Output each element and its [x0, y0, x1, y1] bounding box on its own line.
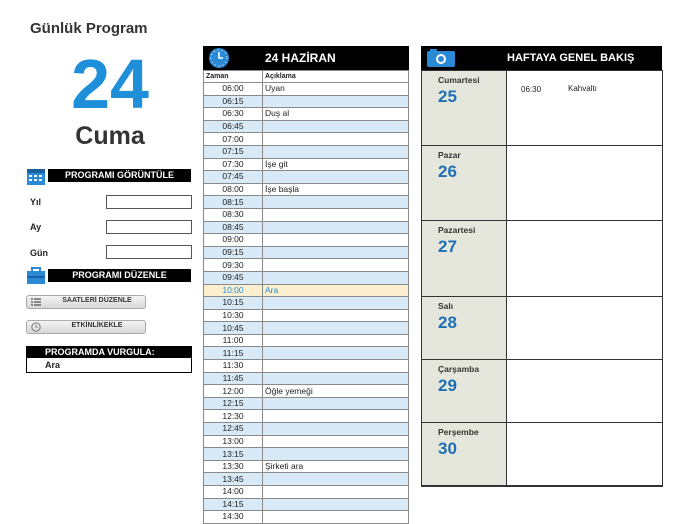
calendar-icon	[26, 166, 46, 186]
schedule-row[interactable]	[204, 372, 409, 385]
month-input[interactable]	[106, 220, 192, 234]
schedule-row[interactable]	[204, 183, 409, 196]
edit-hours-button[interactable]	[26, 295, 146, 309]
schedule-description[interactable]: Duş al	[263, 108, 409, 121]
schedule-description[interactable]	[263, 423, 409, 436]
schedule-description[interactable]	[263, 372, 409, 385]
clock-icon	[31, 322, 41, 332]
schedule-time: 09:45	[204, 271, 263, 284]
schedule-description[interactable]	[263, 234, 409, 247]
edit-schedule-title: PROGRAMI DÜZENLE	[48, 269, 191, 282]
schedule-description[interactable]	[263, 410, 409, 423]
schedule-description[interactable]	[263, 334, 409, 347]
schedule-time: 12:45	[204, 423, 263, 436]
highlight-title: PROGRAMDA VURGULA:	[27, 347, 191, 358]
week-day-label	[422, 146, 507, 220]
schedule-row[interactable]	[204, 435, 409, 448]
schedule-time: 07:45	[204, 171, 263, 184]
add-event-button[interactable]	[26, 320, 146, 334]
schedule-row[interactable]	[204, 133, 409, 146]
schedule-row[interactable]	[204, 284, 409, 297]
add-event-label: ETKİNLİKEKLE	[71, 322, 123, 329]
edit-schedule-section	[26, 266, 191, 286]
schedule-time: 07:15	[204, 145, 263, 158]
schedule-title: 24 HAZİRAN	[265, 51, 336, 65]
week-day-box[interactable]	[422, 146, 662, 221]
schedule-row[interactable]	[204, 145, 409, 158]
schedule-description[interactable]: İşe başla	[263, 183, 409, 196]
schedule-description[interactable]	[263, 297, 409, 310]
schedule-description[interactable]: Ara	[263, 284, 409, 297]
schedule-description[interactable]	[263, 171, 409, 184]
schedule-time: 08:30	[204, 208, 263, 221]
schedule-time: 08:45	[204, 221, 263, 234]
schedule-row[interactable]	[204, 322, 409, 335]
week-event-time: 06:30	[521, 85, 542, 94]
week-day-number: 29	[438, 376, 457, 395]
week-day-label	[422, 360, 507, 422]
schedule-row[interactable]	[204, 271, 409, 284]
edit-hours-label: SAATLERİ DÜZENLE	[62, 297, 132, 304]
schedule-description[interactable]	[263, 309, 409, 322]
schedule-description[interactable]: İşe git	[263, 158, 409, 171]
schedule-description[interactable]	[263, 511, 409, 524]
week-day-number: 25	[438, 87, 457, 106]
schedule-description[interactable]	[263, 133, 409, 146]
month-label: Ay	[30, 222, 42, 232]
list-icon	[31, 297, 41, 307]
view-schedule-section	[26, 166, 191, 186]
week-day-box[interactable]	[422, 221, 662, 297]
schedule-time: 09:00	[204, 234, 263, 247]
schedule-time: 11:30	[204, 360, 263, 373]
day-label: Gün	[30, 248, 48, 258]
schedule-description[interactable]	[263, 360, 409, 373]
highlight-value[interactable]: Ara	[45, 360, 61, 370]
schedule-row[interactable]	[204, 309, 409, 322]
week-day-name: Salı	[438, 301, 454, 311]
schedule-time: 13:30	[204, 460, 263, 473]
schedule-time: 06:45	[204, 120, 263, 133]
schedule-row[interactable]	[204, 498, 409, 511]
schedule-description[interactable]	[263, 486, 409, 499]
schedule-row[interactable]	[204, 410, 409, 423]
schedule-time: 13:15	[204, 448, 263, 461]
year-input[interactable]	[106, 195, 192, 209]
schedule-row[interactable]	[204, 347, 409, 360]
schedule-time: 14:30	[204, 511, 263, 524]
clock-icon	[208, 47, 230, 69]
schedule-description[interactable]	[263, 259, 409, 272]
week-day-label	[422, 71, 507, 145]
day-input[interactable]	[106, 245, 192, 259]
day-number: 24	[71, 45, 149, 123]
week-day-label	[422, 297, 507, 359]
week-day-box[interactable]	[422, 71, 662, 146]
schedule-description[interactable]	[263, 221, 409, 234]
schedule-time: 09:30	[204, 259, 263, 272]
week-day-name: Perşembe	[438, 427, 479, 437]
schedule-row[interactable]	[204, 120, 409, 133]
schedule-time: 10:15	[204, 297, 263, 310]
schedule-description[interactable]	[263, 95, 409, 108]
schedule-time: 12:30	[204, 410, 263, 423]
week-day-number: 27	[438, 237, 457, 256]
schedule-row[interactable]	[204, 423, 409, 436]
week-overview-grid	[421, 70, 663, 487]
schedule-time: 11:00	[204, 334, 263, 347]
schedule-time: 07:00	[204, 133, 263, 146]
schedule-row[interactable]	[204, 486, 409, 499]
schedule-time: 08:15	[204, 196, 263, 209]
schedule-row[interactable]	[204, 397, 409, 410]
schedule-row[interactable]	[204, 95, 409, 108]
year-label: Yıl	[30, 197, 42, 207]
schedule-row[interactable]	[204, 511, 409, 524]
schedule-description[interactable]: Şirketi ara	[263, 460, 409, 473]
week-day-box[interactable]	[422, 360, 662, 423]
schedule-time: 07:30	[204, 158, 263, 171]
schedule-description[interactable]	[263, 473, 409, 486]
week-day-box[interactable]	[422, 423, 662, 486]
highlight-box	[26, 346, 192, 373]
schedule-description[interactable]	[263, 196, 409, 209]
schedule-time: 11:15	[204, 347, 263, 360]
week-event-text: Kahvaltı	[568, 84, 597, 93]
schedule-row[interactable]	[204, 385, 409, 398]
week-day-number: 28	[438, 313, 457, 332]
week-day-number: 26	[438, 162, 457, 181]
schedule-time: 10:00	[204, 284, 263, 297]
week-overview-header	[421, 46, 662, 70]
schedule-description[interactable]: Öğle yemeği	[263, 385, 409, 398]
briefcase-icon	[26, 266, 46, 286]
app-title: Günlük Program	[30, 20, 148, 37]
schedule-table	[203, 70, 409, 524]
schedule-time: 06:00	[204, 83, 263, 96]
schedule-row[interactable]	[204, 234, 409, 247]
schedule-description[interactable]	[263, 448, 409, 461]
schedule-description[interactable]	[263, 347, 409, 360]
camera-icon	[426, 48, 456, 68]
view-schedule-title: PROGRAMI GÖRÜNTÜLE	[48, 169, 191, 182]
week-day-name: Çarşamba	[438, 364, 480, 374]
schedule-time: 06:30	[204, 108, 263, 121]
schedule-row[interactable]	[204, 297, 409, 310]
schedule-header	[203, 46, 409, 70]
schedule-description[interactable]	[263, 246, 409, 259]
week-day-number: 30	[438, 439, 457, 458]
schedule-description[interactable]: Uyan	[263, 83, 409, 96]
schedule-description[interactable]	[263, 145, 409, 158]
schedule-time: 06:15	[204, 95, 263, 108]
description-column-header: Açıklama	[263, 71, 409, 83]
schedule-time: 13:00	[204, 435, 263, 448]
schedule-row[interactable]	[204, 246, 409, 259]
schedule-row[interactable]	[204, 448, 409, 461]
schedule-description[interactable]	[263, 498, 409, 511]
schedule-description[interactable]	[263, 120, 409, 133]
schedule-description[interactable]	[263, 322, 409, 335]
week-day-label	[422, 221, 507, 296]
week-day-label	[422, 423, 507, 485]
schedule-row[interactable]	[204, 83, 409, 96]
schedule-time: 10:45	[204, 322, 263, 335]
schedule-time: 12:15	[204, 397, 263, 410]
schedule-time: 09:15	[204, 246, 263, 259]
schedule-description[interactable]	[263, 208, 409, 221]
schedule-description[interactable]	[263, 397, 409, 410]
schedule-row[interactable]	[204, 208, 409, 221]
schedule-row[interactable]	[204, 460, 409, 473]
week-day-name: Pazartesi	[438, 225, 476, 235]
schedule-row[interactable]	[204, 259, 409, 272]
schedule-row[interactable]	[204, 196, 409, 209]
time-column-header: Zaman	[204, 71, 263, 83]
schedule-time: 12:00	[204, 385, 263, 398]
schedule-description[interactable]	[263, 271, 409, 284]
schedule-row[interactable]	[204, 473, 409, 486]
schedule-row[interactable]	[204, 171, 409, 184]
schedule-row[interactable]	[204, 334, 409, 347]
schedule-header-row	[204, 71, 409, 83]
schedule-row[interactable]	[204, 360, 409, 373]
schedule-time: 08:00	[204, 183, 263, 196]
schedule-description[interactable]	[263, 435, 409, 448]
day-name: Cuma	[75, 122, 145, 150]
schedule-time: 14:15	[204, 498, 263, 511]
schedule-time: 13:45	[204, 473, 263, 486]
schedule-time: 14:00	[204, 486, 263, 499]
schedule-time: 11:45	[204, 372, 263, 385]
schedule-row[interactable]	[204, 158, 409, 171]
schedule-row[interactable]	[204, 108, 409, 121]
schedule-row[interactable]	[204, 221, 409, 234]
week-overview-title: HAFTAYA GENEL BAKIŞ	[507, 52, 635, 64]
week-day-name: Cumartesi	[438, 75, 480, 85]
schedule-time: 10:30	[204, 309, 263, 322]
week-day-name: Pazar	[438, 150, 461, 160]
week-day-box[interactable]	[422, 297, 662, 360]
